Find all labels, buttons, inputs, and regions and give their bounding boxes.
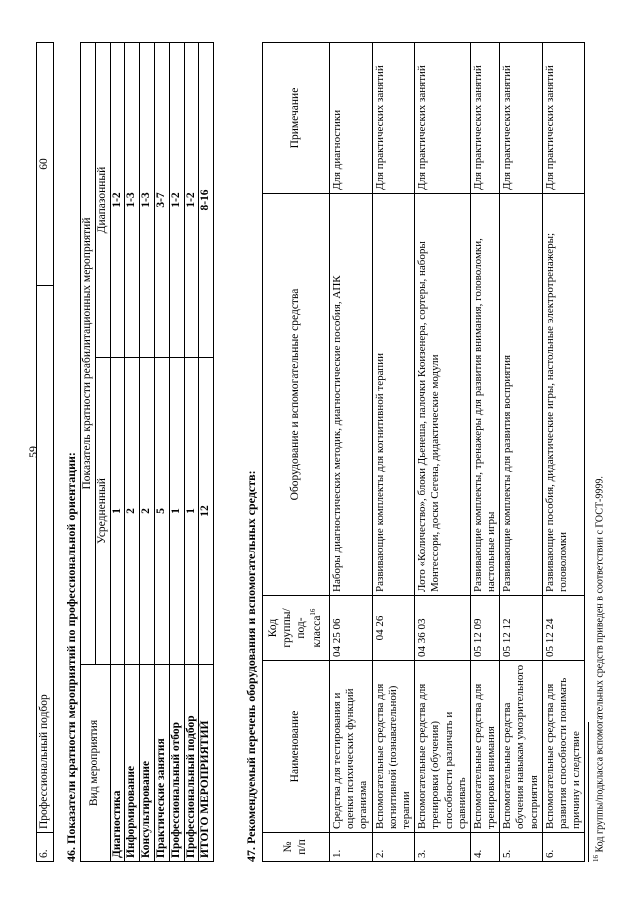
row-num: 2. <box>372 833 415 862</box>
avg-value: 1 <box>184 358 199 665</box>
activity-name: Профессиональный отбор <box>169 665 184 862</box>
row-name: Вспомогательные средства для когнитивной (познавательной) терапии <box>372 661 415 833</box>
table-row <box>470 43 499 862</box>
footnote-divider <box>588 722 589 862</box>
header-avg: Усредненный <box>95 358 110 665</box>
table-row <box>372 43 415 862</box>
section-47-table <box>262 42 585 862</box>
header-code <box>263 596 330 661</box>
table-row <box>169 43 184 862</box>
row-code: 05 12 12 <box>500 596 543 661</box>
table-row <box>37 43 54 862</box>
table-row <box>154 43 169 862</box>
activity-name: Диагностика <box>110 665 125 862</box>
header-code-label: Код группы/под-класса <box>267 608 323 648</box>
avg-value: 2 <box>125 358 140 665</box>
row-name: Вспомогательные средства для развития способности понимать причину и следствие <box>542 661 585 833</box>
table-row <box>415 43 471 862</box>
avg-value: 5 <box>154 358 169 665</box>
row-name: Средства для тестирования и оценки психических функций организма <box>330 661 373 833</box>
row-note: Для практических занятий <box>500 43 543 194</box>
row-code: 05 12 09 <box>470 596 499 661</box>
rotated-document-page <box>20 12 620 892</box>
row-name: Вспомогательные средства обучения навыкам умозрительного восприятия <box>500 661 543 833</box>
row-equipment: Развивающие пособия, дидактические игры, настольные электротренажеры; головоломки <box>542 194 585 596</box>
row-equipment: Развивающие комплекты для развития восприятия <box>500 194 543 596</box>
row-num: 1. <box>330 833 373 862</box>
table-row <box>110 43 125 862</box>
footnote <box>592 476 606 862</box>
footnote-ref: 16 <box>308 608 317 616</box>
row-equipment: Лото «Количество», блоки Дьенеша, палочки Кюизенера, сортеры, наборы Монтессори, доски Сегена, дидактические модули <box>415 194 471 596</box>
range-value: 1-2 <box>169 43 184 358</box>
table-header-row <box>263 43 330 862</box>
row-num: 6. <box>542 833 585 862</box>
range-value: 1-2 <box>110 43 125 358</box>
section-47-heading: 47. Рекомендуемый перечень оборудования и вспомогательных средств: <box>244 470 258 862</box>
range-value: 1-3 <box>140 43 155 358</box>
table-row <box>140 43 155 862</box>
section-46-heading: 46. Показатели кратности мероприятий по профессиональной ориентации: <box>64 452 78 862</box>
activity-name: Профессиональный подбор <box>184 665 199 862</box>
table-header-row <box>81 43 96 862</box>
row-code: 05 12 24 <box>542 596 585 661</box>
header-range: Диапазонный <box>95 43 110 358</box>
page-number: 59 <box>26 446 40 458</box>
row-name: Вспомогательные средства для тренировки внимания <box>470 661 499 833</box>
row-equipment: Наборы диагностических методик, диагностические пособия, АПК <box>330 194 373 596</box>
row-num: 4. <box>470 833 499 862</box>
range-value: 3-7 <box>154 43 169 358</box>
activity-name: Информирование <box>125 665 140 862</box>
avg-value: 1 <box>110 358 125 665</box>
header-type: Вид мероприятия <box>81 665 111 862</box>
range-value: 1-2 <box>184 43 199 358</box>
header-group: Показатель кратности реабилитационных мероприятий <box>81 43 96 665</box>
row-equipment: Развивающие комплекты, тренажеры для развития внимания, головоломки, настольные игры <box>470 194 499 596</box>
section-46-table <box>80 42 214 862</box>
activity-name: Консультирование <box>140 665 155 862</box>
header-name: Наименование <box>263 661 330 833</box>
row-number: 6. <box>37 833 54 862</box>
row-note: Для диагностики <box>330 43 373 194</box>
avg-value: 1 <box>169 358 184 665</box>
activity-name: Практические занятия <box>154 665 169 862</box>
row-num: 3. <box>415 833 471 862</box>
table-row <box>500 43 543 862</box>
row-note: Для практических занятий <box>542 43 585 194</box>
row-num: 5. <box>500 833 543 862</box>
table-row <box>125 43 140 862</box>
avg-value: 2 <box>140 358 155 665</box>
row-name: Вспомогательные средства для тренировки (обучения) способности различать и сравнивать <box>415 661 471 833</box>
footnote-mark: 16 <box>592 855 600 862</box>
header-equipment: Оборудование и вспомогательные средства <box>263 194 330 596</box>
header-num: № п/п <box>263 833 330 862</box>
row-code: 04 36 03 <box>415 596 471 661</box>
table-row <box>184 43 199 862</box>
table-row <box>330 43 373 862</box>
row-value: 60 <box>37 43 54 286</box>
footnote-text: Код группы/подкласса вспомогательных средств приведен в соответствии с ГОСТ-9999. <box>594 476 606 853</box>
previous-table-tail <box>36 42 54 862</box>
row-name: Профессиональный подбор <box>37 286 54 833</box>
total-avg: 12 <box>199 358 214 665</box>
table-total-row <box>199 43 214 862</box>
table-row <box>542 43 585 862</box>
row-code: 04 26 <box>372 596 415 661</box>
row-note: Для практических занятий <box>372 43 415 194</box>
row-note: Для практических занятий <box>470 43 499 194</box>
row-equipment: Развивающие комплекты для когнитивной терапии <box>372 194 415 596</box>
total-range: 8-16 <box>199 43 214 358</box>
range-value: 1-3 <box>125 43 140 358</box>
total-label: ИТОГО МЕРОПРИЯТИЙ <box>199 665 214 862</box>
header-note: Примечание <box>263 43 330 194</box>
row-note: Для практических занятий <box>415 43 471 194</box>
row-code: 04 25 06 <box>330 596 373 661</box>
